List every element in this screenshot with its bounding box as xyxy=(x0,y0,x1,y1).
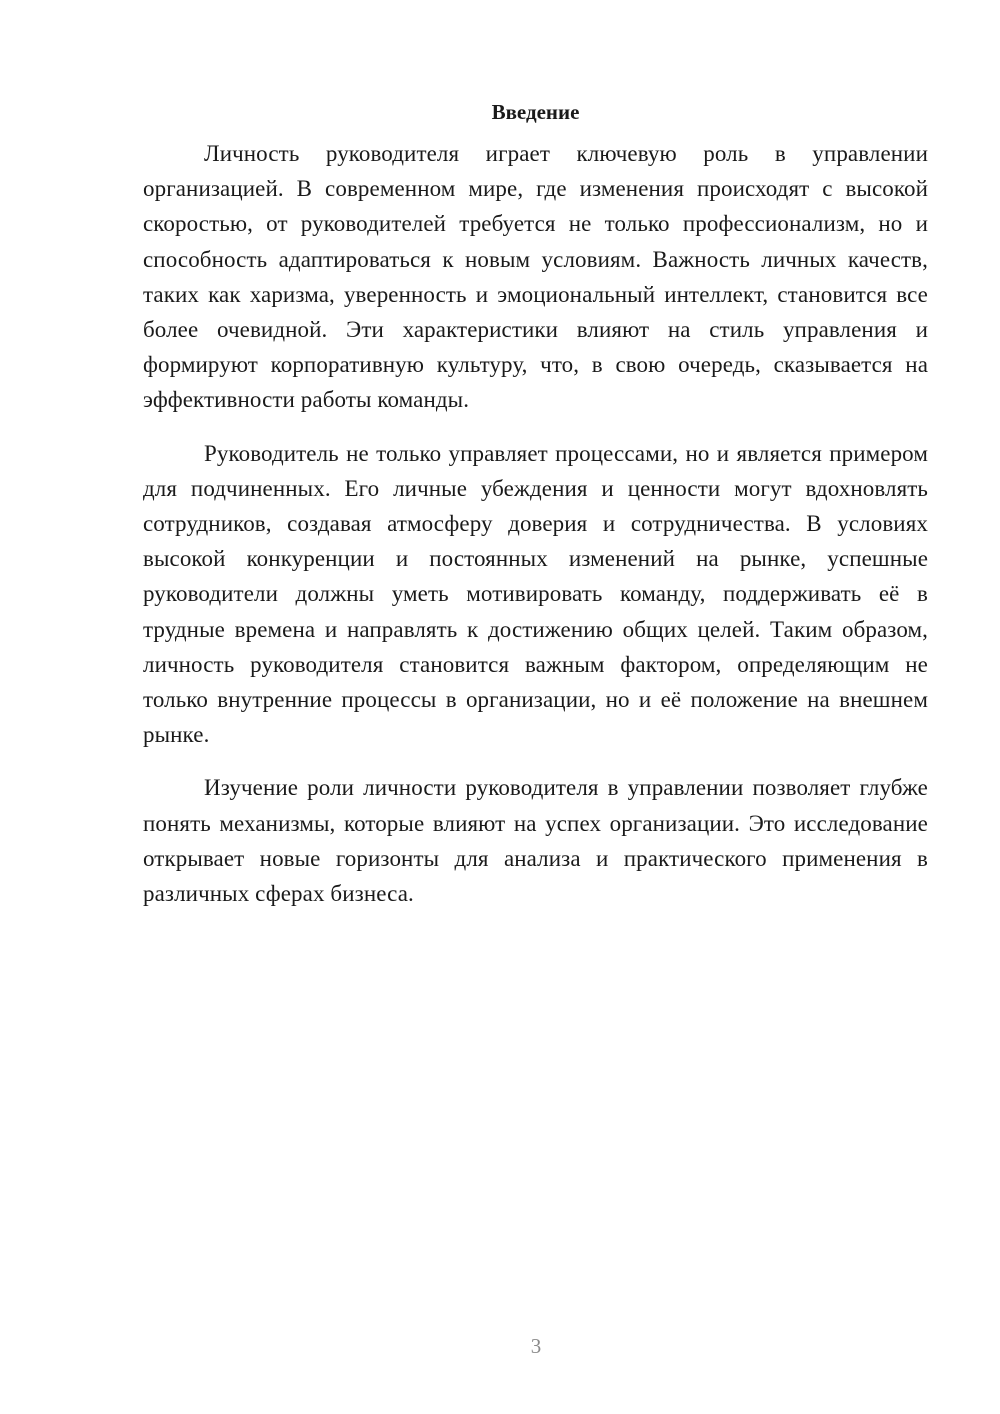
section-heading: Введение xyxy=(491,100,580,124)
paragraph-3: Изучение роли личности руководителя в управлении позволяет глубже понять механизмы, которые влияют на успех организации. Это исследование открывает новые горизонты для анализа и практического применения в различных сферах бизнеса. xyxy=(143,775,928,907)
paragraph-1: Личность руководителя играет ключевую роль в управлении организацией. В современном мире, где изменения происходят с высокой скоростью, от руководителей требуется не только профессионализм, но и способность адаптироваться к новым условиям. Важность личных качеств, таких как харизма, уверенность и эмоциональный интеллект, становится все более очевидной. Эти характеристики влияют на стиль управления и формируют корпоративную культуру, что, в свою очередь, сказывается на эффективности работы команды. xyxy=(143,141,928,413)
page-body xyxy=(143,98,928,929)
paragraph-2: Руководитель не только управляет процессами, но и является примером для подчиненных. Его личные убеждения и ценности могут вдохновлять сотрудников, создавая атмосферу доверия и сотрудничества. В условиях высокой конкуренции и постоянных изменений на рынке, успешные руководители должны уметь мотивировать команду, поддерживать её в трудные времена и направлять к достижению общих целей. Таким образом, личность руководителя становится важным фактором, определяющим не только внутренние процессы в организации, но и её положение на внешнем рынке. xyxy=(143,440,928,748)
page-number: 3 xyxy=(530,1334,542,1358)
